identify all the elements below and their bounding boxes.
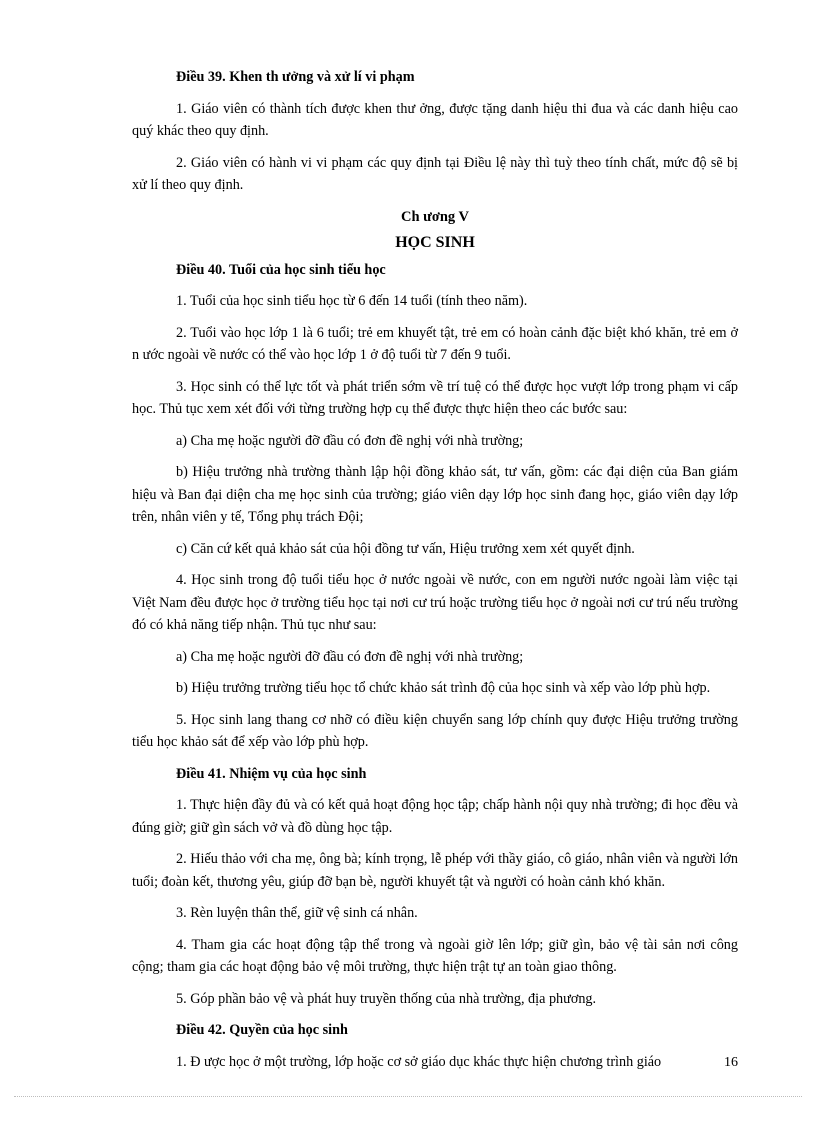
paragraph: 4. Học sinh trong độ tuổi tiểu học ở nước ngoài về nước, con em người nước ngoài làm việc tại Việt Nam đều được học ở trường tiểu học tại nơi cư trú hoặc trường tiểu học ở ngoài nơi cư trú nếu trường đó có khả năng tiếp nhận. Thủ tục như sau:: [132, 572, 738, 633]
paragraph: 1. Tuổi của học sinh tiểu học từ 6 đến 14 tuổi (tính theo năm).: [176, 293, 528, 309]
paragraph: c) Căn cứ kết quả khảo sát của hội đồng tư vấn, Hiệu trưởng xem xét quyết định.: [176, 540, 635, 557]
footer-divider: [14, 1096, 802, 1097]
paragraph: 1. Đ ược học ở một trường, lớp hoặc cơ sở giáo dục khác thực hiện chương trình giáo: [176, 1053, 662, 1070]
paragraph: a) Cha mẹ hoặc người đỡ đầu có đơn đề nghị với nhà trường;: [176, 432, 524, 449]
paragraph: 5. Góp phần bảo vệ và phát huy truyền thống của nhà trường, địa phương.: [176, 990, 597, 1007]
paragraph: b) Hiệu trưởng nhà trường thành lập hội đồng khảo sát, tư vấn, gồm: các đại diện của Ban giám hiệu và Ban đại diện cha mẹ học sinh của trường; giáo viên dạy lớp học sinh đang học, giáo viên dạy lớp trên, nhân viên y tế, Tổng phụ trách Đội;: [132, 464, 738, 525]
article-40-heading: Điều 40. Tuổi của học sinh tiểu học: [176, 261, 386, 278]
chapter-heading: Ch ương V: [400, 208, 470, 225]
paragraph: 2. Giáo viên có hành vi vi phạm các quy định tại Điều lệ này thì tuỳ theo tính chất, mức độ sẽ bị xử lí theo quy định.: [132, 154, 738, 193]
paragraph: 1. Giáo viên có thành tích được khen thư ởng, được tặng danh hiệu thi đua và các danh hiệu cao quý khác theo quy định.: [132, 100, 738, 139]
page-number: 16: [724, 1055, 738, 1070]
article-41-heading: Điều 41. Nhiệm vụ của học sinh: [176, 765, 367, 782]
paragraph: 3. Học sinh có thể lực tốt và phát triển sớm về trí tuệ có thể được học vượt lớp trong phạm vi cấp học. Thủ tục xem xét đối với từng trường hợp cụ thể được thực hiện theo các bước sau:: [132, 378, 738, 417]
paragraph: a) Cha mẹ hoặc người đỡ đầu có đơn đề nghị với nhà trường;: [176, 648, 524, 665]
paragraph: b) Hiệu trưởng trường tiểu học tổ chức khảo sát trình độ của học sinh và xếp vào lớp phù hợp.: [176, 680, 711, 696]
paragraph: 4. Tham gia các hoạt động tập thể trong và ngoài giờ lên lớp; giữ gìn, bảo vệ tài sản nơi công cộng; tham gia các hoạt động bảo vệ môi trường, thực hiện trật tự an toàn giao thông.: [132, 936, 738, 975]
body-text: [132, 66, 738, 1075]
paragraph: 3. Rèn luyện thân thể, giữ vệ sinh cá nhân.: [176, 905, 418, 921]
chapter-title: HỌC SINH: [395, 234, 475, 251]
article-39-heading: Điều 39. Khen th ưởng và xử lí vi phạm: [176, 69, 415, 85]
paragraph: 2. Hiếu thảo với cha mẹ, ông bà; kính trọng, lễ phép với thầy giáo, cô giáo, nhân viên và người lớn tuổi; đoàn kết, thương yêu, giúp đỡ bạn bè, người khuyết tật và người có hoàn cảnh khó khăn.: [132, 851, 738, 890]
paragraph: 2. Tuổi vào học lớp 1 là 6 tuổi; trẻ em khuyết tật, trẻ em có hoàn cảnh đặc biệt khó khăn, trẻ em ở n ước ngoài về nước có thể vào học lớp 1 ở độ tuổi từ 7 đến 9 tuổi.: [132, 324, 738, 363]
paragraph: 1. Thực hiện đầy đủ và có kết quả hoạt động học tập; chấp hành nội quy nhà trường; đi học đều và đúng giờ; giữ gìn sách vở và đồ dùng học tập.: [132, 797, 738, 836]
article-42-heading: Điều 42. Quyền của học sinh: [176, 1022, 348, 1038]
paragraph: 5. Học sinh lang thang cơ nhỡ có điều kiện chuyển sang lớp chính quy được Hiệu trưởng trường tiểu học khảo sát để xếp vào lớp phù hợp.: [132, 711, 738, 750]
